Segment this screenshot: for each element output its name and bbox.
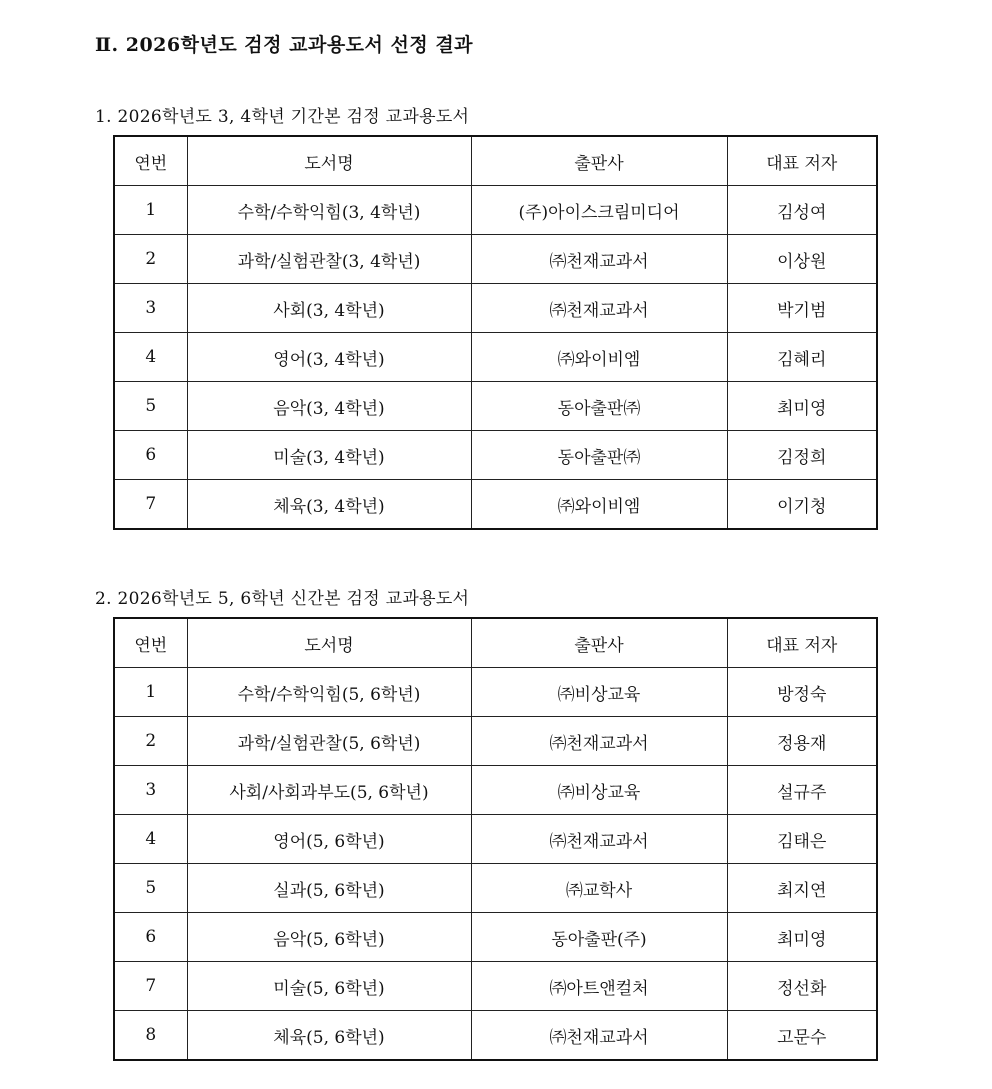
cell-book-title: 영어(5, 6학년) [187, 815, 471, 864]
column-header-title: 도서명 [187, 618, 471, 668]
cell-publisher: ㈜천재교과서 [471, 815, 727, 864]
cell-no: 1 [114, 668, 187, 717]
table-row [114, 815, 877, 864]
section-2-heading: 2. 2026학년도 5, 6학년 신간본 검정 교과용도서 [95, 589, 470, 609]
column-header-no: 연번 [114, 618, 187, 668]
table-row [114, 480, 877, 530]
cell-publisher: ㈜비상교육 [471, 766, 727, 815]
column-header-author: 대표 저자 [727, 618, 877, 668]
table-row [114, 333, 877, 382]
cell-no: 4 [114, 815, 187, 864]
cell-publisher: ㈜와이비엠 [471, 480, 727, 530]
table-row [114, 864, 877, 913]
cell-no: 2 [114, 717, 187, 766]
cell-publisher: ㈜천재교과서 [471, 235, 727, 284]
table-row [114, 913, 877, 962]
column-header-publisher: 출판사 [471, 618, 727, 668]
cell-no: 2 [114, 235, 187, 284]
table-header-row [114, 618, 877, 668]
column-header-title: 도서명 [187, 136, 471, 186]
cell-book-title: 체육(3, 4학년) [187, 480, 471, 530]
cell-book-title: 영어(3, 4학년) [187, 333, 471, 382]
cell-publisher: ㈜교학사 [471, 864, 727, 913]
textbook-table-grade-3-4 [113, 135, 878, 530]
cell-author: 설규주 [727, 766, 877, 815]
cell-no: 7 [114, 480, 187, 530]
cell-no: 3 [114, 766, 187, 815]
table-row [114, 962, 877, 1011]
cell-author: 이상원 [727, 235, 877, 284]
column-header-no: 연번 [114, 136, 187, 186]
cell-author: 방정숙 [727, 668, 877, 717]
cell-author: 이기청 [727, 480, 877, 530]
cell-book-title: 미술(5, 6학년) [187, 962, 471, 1011]
cell-book-title: 실과(5, 6학년) [187, 864, 471, 913]
cell-book-title: 체육(5, 6학년) [187, 1011, 471, 1061]
cell-book-title: 과학/실험관찰(3, 4학년) [187, 235, 471, 284]
cell-book-title: 미술(3, 4학년) [187, 431, 471, 480]
cell-author: 김태은 [727, 815, 877, 864]
cell-author: 정선화 [727, 962, 877, 1011]
textbook-table-grade-5-6 [113, 617, 878, 1061]
cell-publisher: 동아출판㈜ [471, 431, 727, 480]
table-row [114, 431, 877, 480]
cell-book-title: 수학/수학익힘(3, 4학년) [187, 186, 471, 235]
cell-author: 김혜리 [727, 333, 877, 382]
cell-no: 6 [114, 913, 187, 962]
cell-publisher: ㈜비상교육 [471, 668, 727, 717]
cell-author: 최지연 [727, 864, 877, 913]
cell-book-title: 과학/실험관찰(5, 6학년) [187, 717, 471, 766]
cell-publisher: 동아출판㈜ [471, 382, 727, 431]
cell-author: 김성여 [727, 186, 877, 235]
cell-publisher: (주)아이스크림미디어 [471, 186, 727, 235]
cell-no: 4 [114, 333, 187, 382]
table-row [114, 382, 877, 431]
cell-no: 1 [114, 186, 187, 235]
table-header-row [114, 136, 877, 186]
cell-publisher: ㈜와이비엠 [471, 333, 727, 382]
cell-no: 5 [114, 382, 187, 431]
cell-publisher: 동아출판(주) [471, 913, 727, 962]
cell-author: 최미영 [727, 382, 877, 431]
column-header-author: 대표 저자 [727, 136, 877, 186]
cell-book-title: 수학/수학익힘(5, 6학년) [187, 668, 471, 717]
cell-publisher: ㈜천재교과서 [471, 284, 727, 333]
cell-no: 3 [114, 284, 187, 333]
cell-author: 최미영 [727, 913, 877, 962]
table-row [114, 186, 877, 235]
cell-author: 김정희 [727, 431, 877, 480]
cell-no: 7 [114, 962, 187, 1011]
cell-publisher: ㈜천재교과서 [471, 1011, 727, 1061]
table-row [114, 235, 877, 284]
cell-author: 박기범 [727, 284, 877, 333]
section-1-heading: 1. 2026학년도 3, 4학년 기간본 검정 교과용도서 [95, 107, 470, 127]
table-row [114, 766, 877, 815]
cell-book-title: 사회(3, 4학년) [187, 284, 471, 333]
table-row [114, 1011, 877, 1061]
cell-publisher: ㈜천재교과서 [471, 717, 727, 766]
cell-book-title: 사회/사회과부도(5, 6학년) [187, 766, 471, 815]
cell-no: 6 [114, 431, 187, 480]
table-row [114, 717, 877, 766]
table-row [114, 284, 877, 333]
cell-publisher: ㈜아트앤컬처 [471, 962, 727, 1011]
cell-no: 5 [114, 864, 187, 913]
cell-author: 정용재 [727, 717, 877, 766]
cell-author: 고문수 [727, 1011, 877, 1061]
column-header-publisher: 출판사 [471, 136, 727, 186]
cell-no: 8 [114, 1011, 187, 1061]
cell-book-title: 음악(3, 4학년) [187, 382, 471, 431]
document-title: Ⅱ. 2026학년도 검정 교과용도서 선정 결과 [95, 34, 474, 56]
table-row [114, 668, 877, 717]
cell-book-title: 음악(5, 6학년) [187, 913, 471, 962]
